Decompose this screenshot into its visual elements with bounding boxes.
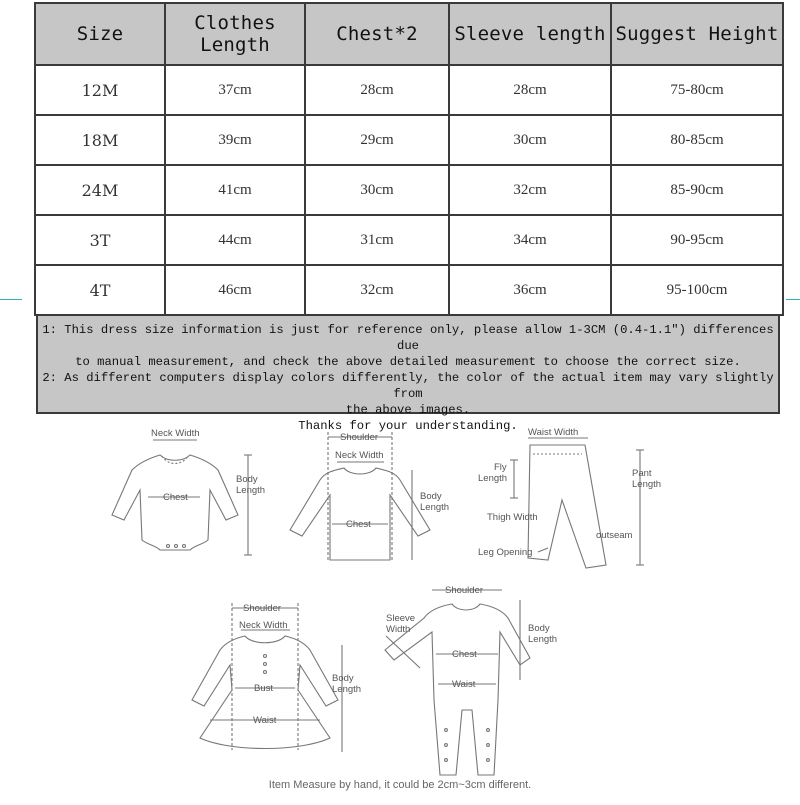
- cell-chest: 32cm: [305, 265, 449, 315]
- cell-size: 3T: [35, 215, 165, 265]
- bodysuit-chest-label: Chest: [163, 492, 188, 503]
- cell-sleeve-length: 32cm: [449, 165, 611, 215]
- cell-clothes-length: 44cm: [165, 215, 305, 265]
- pants-illustration: [478, 427, 661, 568]
- cell-size: 18M: [35, 115, 165, 165]
- dress-neck-width-label: Neck Width: [239, 620, 288, 631]
- cell-suggest-height: 95-100cm: [611, 265, 783, 315]
- decor-line-right: [786, 299, 800, 300]
- tshirt-shoulder-label: Shoulder: [340, 432, 379, 443]
- romper-illustration: [385, 585, 557, 775]
- header-sleeve-length: Sleeve length: [449, 3, 611, 65]
- header-size: Size: [35, 3, 165, 65]
- romper-length-label: Length: [528, 634, 558, 645]
- dress-shoulder-label: Shoulder: [243, 603, 282, 614]
- bodysuit-body-label: Body: [236, 474, 258, 485]
- pants-fly-length-label: Length: [478, 473, 508, 484]
- cell-suggest-height: 85-90cm: [611, 165, 783, 215]
- pants-waist-width-label: Waist Width: [528, 427, 579, 438]
- cell-sleeve-length: 36cm: [449, 265, 611, 315]
- romper-waist-label: Waist: [452, 679, 476, 690]
- table-row: [35, 215, 783, 265]
- cell-size: 12M: [35, 65, 165, 115]
- cell-sleeve-length: 28cm: [449, 65, 611, 115]
- cell-clothes-length: 46cm: [165, 265, 305, 315]
- header-chest: Chest*2: [305, 3, 449, 65]
- bodysuit-neck-width-label: Neck Width: [151, 428, 200, 439]
- cell-sleeve-length: 30cm: [449, 115, 611, 165]
- decor-line-left: [0, 299, 22, 300]
- dress-waist-label: Waist: [253, 715, 277, 726]
- table-row: [35, 265, 783, 315]
- pants-length-label: Length: [632, 479, 662, 490]
- pants-fly-label: Fly: [494, 462, 507, 473]
- pants-outseam-label: outseam: [596, 530, 633, 541]
- cell-size: 4T: [35, 265, 165, 315]
- dress-bust-label: Bust: [254, 683, 274, 694]
- romper-body-label: Body: [528, 623, 550, 634]
- pants-leg-opening-label: Leg Opening: [478, 547, 533, 558]
- cell-chest: 31cm: [305, 215, 449, 265]
- note-line-5: Thanks for your understanding.: [298, 419, 518, 433]
- bodysuit-length-label: Length: [236, 485, 266, 496]
- cell-chest: 29cm: [305, 115, 449, 165]
- tshirt-neck-width-label: Neck Width: [335, 450, 384, 461]
- table-header-row: [35, 3, 783, 65]
- bodysuit-illustration: [112, 428, 265, 555]
- cell-suggest-height: 80-85cm: [611, 115, 783, 165]
- romper-sleeve-width-label: Width: [386, 624, 411, 635]
- cell-chest: 28cm: [305, 65, 449, 115]
- cell-suggest-height: 75-80cm: [611, 65, 783, 115]
- romper-sleeve-label: Sleeve: [386, 613, 416, 624]
- cell-sleeve-length: 34cm: [449, 215, 611, 265]
- note-line-4: the above images.: [345, 403, 471, 417]
- pants-pant-label: Pant: [632, 468, 652, 479]
- cell-chest: 30cm: [305, 165, 449, 215]
- note-line-1: 1: This dress size information is just for reference only, please allow 1-3CM (0.4-1.1") differences due: [42, 323, 774, 353]
- header-suggest-height: Suggest Height: [611, 3, 783, 65]
- cell-suggest-height: 90-95cm: [611, 215, 783, 265]
- table-row: [35, 165, 783, 215]
- footer-note: Item Measure by hand, it could be 2cm~3cm different.: [268, 779, 532, 791]
- tshirt-body-label: Body: [420, 491, 442, 502]
- cell-clothes-length: 39cm: [165, 115, 305, 165]
- header-clothes-length: Clothes Length: [165, 3, 305, 65]
- tshirt-chest-label: Chest: [346, 519, 371, 530]
- tshirt-illustration: [290, 432, 449, 560]
- dress-length-label: Length: [332, 684, 362, 695]
- table-row: [35, 65, 783, 115]
- note-line-2: to manual measurement, and check the above detailed measurement to choose the correct size.: [75, 355, 741, 369]
- size-chart-table: [34, 2, 784, 316]
- romper-chest-label: Chest: [452, 649, 477, 660]
- dress-body-label: Body: [332, 673, 354, 684]
- romper-shoulder-label: Shoulder: [445, 585, 484, 596]
- dress-illustration: [192, 603, 361, 752]
- pants-thigh-width-label: Thigh Width: [487, 512, 538, 523]
- table-row: [35, 115, 783, 165]
- measurement-diagram: [0, 420, 800, 800]
- tshirt-length-label: Length: [420, 502, 450, 513]
- cell-clothes-length: 37cm: [165, 65, 305, 115]
- cell-clothes-length: 41cm: [165, 165, 305, 215]
- cell-size: 24M: [35, 165, 165, 215]
- note-line-3: 2: As different computers display colors differently, the color of the actual item may vary slightly from: [42, 371, 774, 401]
